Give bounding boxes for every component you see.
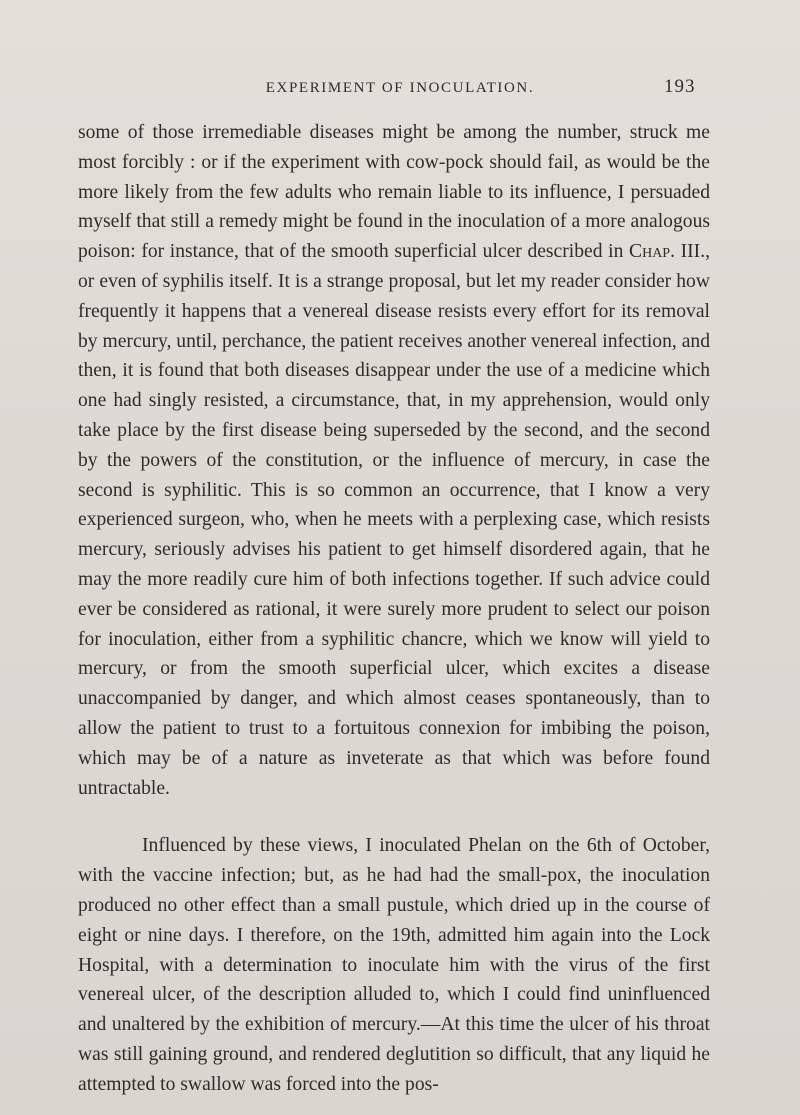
- paragraph-1: [78, 118, 710, 803]
- page-number: 193: [664, 76, 696, 97]
- paragraph-1-text-a: some of those irremediable diseases might be among the number, struck me most forcibly : or if the experiment with cow-pock should fail, as would be the more likely from the few adults who remain liable to its influence, I persuaded myself that still a remedy might be found in the inoculation of a more analogous poison: for instance, that of the smooth superficial ulcer described in: [78, 122, 710, 263]
- running-head: EXPERIMENT OF INOCULATION.: [265, 80, 535, 96]
- paragraph-2: Influenced by these views, I inoculated Phelan on the 6th of October, with the vaccine infection; but, as he had had the small-pox, the inoculation produced no other effect than a small pustule, which dried up in the course of eight or nine days. I therefore, on the 19th, admitted him again into the Lock Hospital, with a determination to inoculate him with the virus of the first venereal ulcer, of the description alluded to, which I could find uninfluenced and unaltered by the exhibition of mercury.—At this time the ulcer of his throat was still gaining ground, and rendered deglutition so difficult, that any liquid he attempted to swallow was forced into the pos-: [78, 835, 710, 1095]
- chapter-reference: Chap.: [629, 241, 675, 263]
- paragraph-1-text-b: III., or even of syphilis itself. It is a strange proposal, but let my reader consider how frequently it happens that a venereal disease resists every effort for its removal by mercury, until, perchance, the patient receives another venereal infection, and then, it is found that both diseases disappear under the use of a medicine which one had singly resisted, a circumstance, that, in my apprehension, would only take place by the first disease being superseded by the second, and the second by the powers of the constitution, or the influence of mercury, in case the second is syphilitic. This is so common an occurrence, that I know a very experienced surgeon, who, when he meets with a perplexing case, which resists mercury, seriously advises his patient to get himself disordered again, that he may the more readily cure him of both infections together. If such advice could ever be considered as rational, it were surely more prudent to select our poison for inoculation, either from a syphilitic chancre, which we know will yield to mercury, or from the smooth superficial ulcer, which excites a disease unaccompanied by danger, and which almost ceases spontaneously, than to allow the patient to trust to a fortuitous connexion for imbibing the poison, which may be of a nature as inveterate as that which was before found untractable.: [78, 241, 710, 799]
- body-text: [78, 118, 710, 1100]
